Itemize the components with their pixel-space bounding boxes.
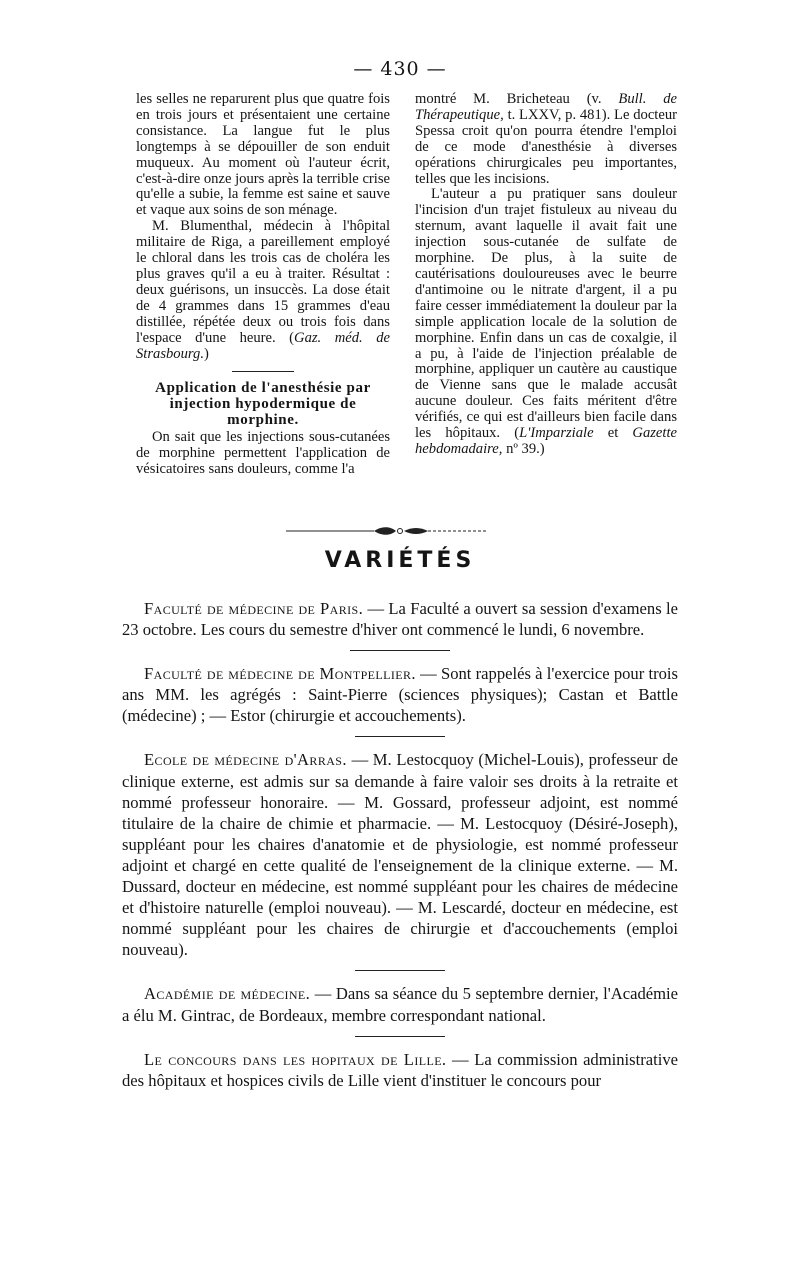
left-paragraph-1: les selles ne reparurent plus que quatre fois en trois jours et présentaient une certaine consistance. La langue fut le plus longtemps à se dépouiller de son enduit muqueux. Au moment où l'auteur écrit, c'est-à-dire onze jours après la terrible crise qu'elle a subie, la femme est saine et sauve et vaque aux soins de son ménage. <box>136 91 390 219</box>
left-paragraph-2-end: ) <box>203 345 209 362</box>
article-heading: Application de l'anesthésie par injection hypodermique de morphine. <box>155 380 371 429</box>
right-paragraph-1 <box>415 92 677 187</box>
right-paragraph-1-text-b: t. LXXV, p. 481). Le docteur Spessa croit qu'on pourra étendre l'emploi de ce mode d'anesthésie à diverses opérations chirurgicales peu importantes, telles que les incisions. <box>415 106 677 187</box>
news-item-label: Faculté de médecine de Montpellier. <box>144 664 416 684</box>
left-paragraph-2-source: Gaz. méd. de Strasbourg. <box>136 329 390 362</box>
news-item <box>122 598 678 640</box>
ornament-divider <box>286 524 486 538</box>
news-item <box>122 983 678 1025</box>
right-paragraph-2-text: L'auteur a pu pratiquer sans douleur l'incision d'un trajet fistuleux au niveau du sternum, avant laquelle il avait fait une injection sous-cutanée de sulfate de morphine. De plus, à la suite de cautérisations douloureuses avec le beurre d'antimoine ou le nitrate d'argent, il a pu faire cesser immédiatement la douleur par la simple application locale de la solution de morphine. Enfin dans un cas de coxalgie, il a pu, à l'aide de l'injection préalable de morphine, appliquer un cautère au caustique de Vienne sans que le malade accusât aucune douleur. Ces faits méritent d'être vérifiés, ce qui est d'ailleurs bien facile dans les hôpitaux. ( <box>415 186 677 442</box>
section-title: VARIÉTÉS <box>324 548 476 573</box>
right-paragraph-2-source-1: L'Imparziale <box>519 425 594 442</box>
separator-rule <box>350 650 450 651</box>
left-column <box>136 92 390 478</box>
separator-rule <box>355 736 445 737</box>
separator-rule <box>355 1036 445 1037</box>
news-item-label: Le concours dans les hopitaux de Lille. <box>144 1049 447 1069</box>
left-paragraph-2-text: M. Blumenthal, médecin à l'hôpital militaire de Riga, a pareillement employé le chloral dans les trois cas de choléra les plus graves qu'il a eu à traiter. Résultat : deux guérisons, un insuccès. La dose était de 4 grammes dans 15 grammes d'eau distillée, répétée deux ou trois fois dans l'espace d'une heure. ( <box>136 218 390 346</box>
right-paragraph-1-reference: Bull. de Thérapeutique, <box>415 91 677 123</box>
right-paragraph-2-source-2: Gazette hebdomadaire, <box>415 425 677 457</box>
news-item-label: Académie de médecine. <box>144 984 311 1004</box>
left-paragraph-3: On sait que les injections sous-cutanées de morphine permettent l'application de vésicatoires sans douleurs, comme l'a <box>136 429 390 478</box>
page-number: — 430 — <box>353 58 447 80</box>
news-item-text: — La Faculté a ouvert sa session d'examens le 23 octobre. Les cours du semestre d'hiver ont commencé le lundi, 6 novembre. <box>122 599 678 640</box>
right-paragraph-1-text-a: montré M. Bricheteau (v. <box>415 91 619 107</box>
left-column-rule <box>232 371 294 372</box>
news-item <box>122 749 678 960</box>
news-item <box>122 663 678 726</box>
left-paragraph-2 <box>136 219 390 362</box>
varietes-section <box>122 598 678 1091</box>
news-item-text: — M. Lestocquoy (Michel-Louis), professeur de clinique externe, est admis sur sa demande à faire valoir ses droits à la retraite et nommé professeur honoraire. — M. Gossard, professeur adjoint, est nommé titulaire de la chaire de chimie et pharmacie. — M. Lestocquoy (Désiré-Joseph), suppléant pour les chaires d'anatomie et de physiologie, est nommé professeur adjoint et chargé en cette qualité de l'enseignement de la clinique externe. — M. Dussard, docteur en médecine, est nommé suppléant pour les chaires de médecine et d'histoire naturelle (emploi nouveau). — M. Lescardé, docteur en médecine, est nommé suppléant pour les chaires de chirurgie et d'accouchements (emploi nouveau). <box>122 750 678 960</box>
separator-rule <box>355 970 445 971</box>
news-item-text: — Sont rappelés à l'exercice pour trois ans MM. les agrégés : Saint-Pierre (sciences physiques); Castan et Battle (médecine) ; — Estor (chirurgie et accouchements). <box>122 664 678 726</box>
news-item-text: — Dans sa séance du 5 septembre dernier, l'Académie a élu M. Gintrac, de Bordeaux, membre correspondant national. <box>122 984 678 1025</box>
right-paragraph-2-end: nº 39.) <box>502 440 545 457</box>
news-item <box>122 1049 678 1091</box>
news-item-label: Ecole de médecine d'Arras. <box>144 750 347 770</box>
news-item-label: Faculté de médecine de Paris. <box>144 599 364 618</box>
right-paragraph-2-and: et <box>593 425 633 442</box>
right-paragraph-2 <box>415 187 677 457</box>
news-item-text: — La commission administrative des hôpitaux et hospices civils de Lille vient d'instituer le concours pour <box>122 1049 678 1090</box>
right-column <box>415 92 677 458</box>
